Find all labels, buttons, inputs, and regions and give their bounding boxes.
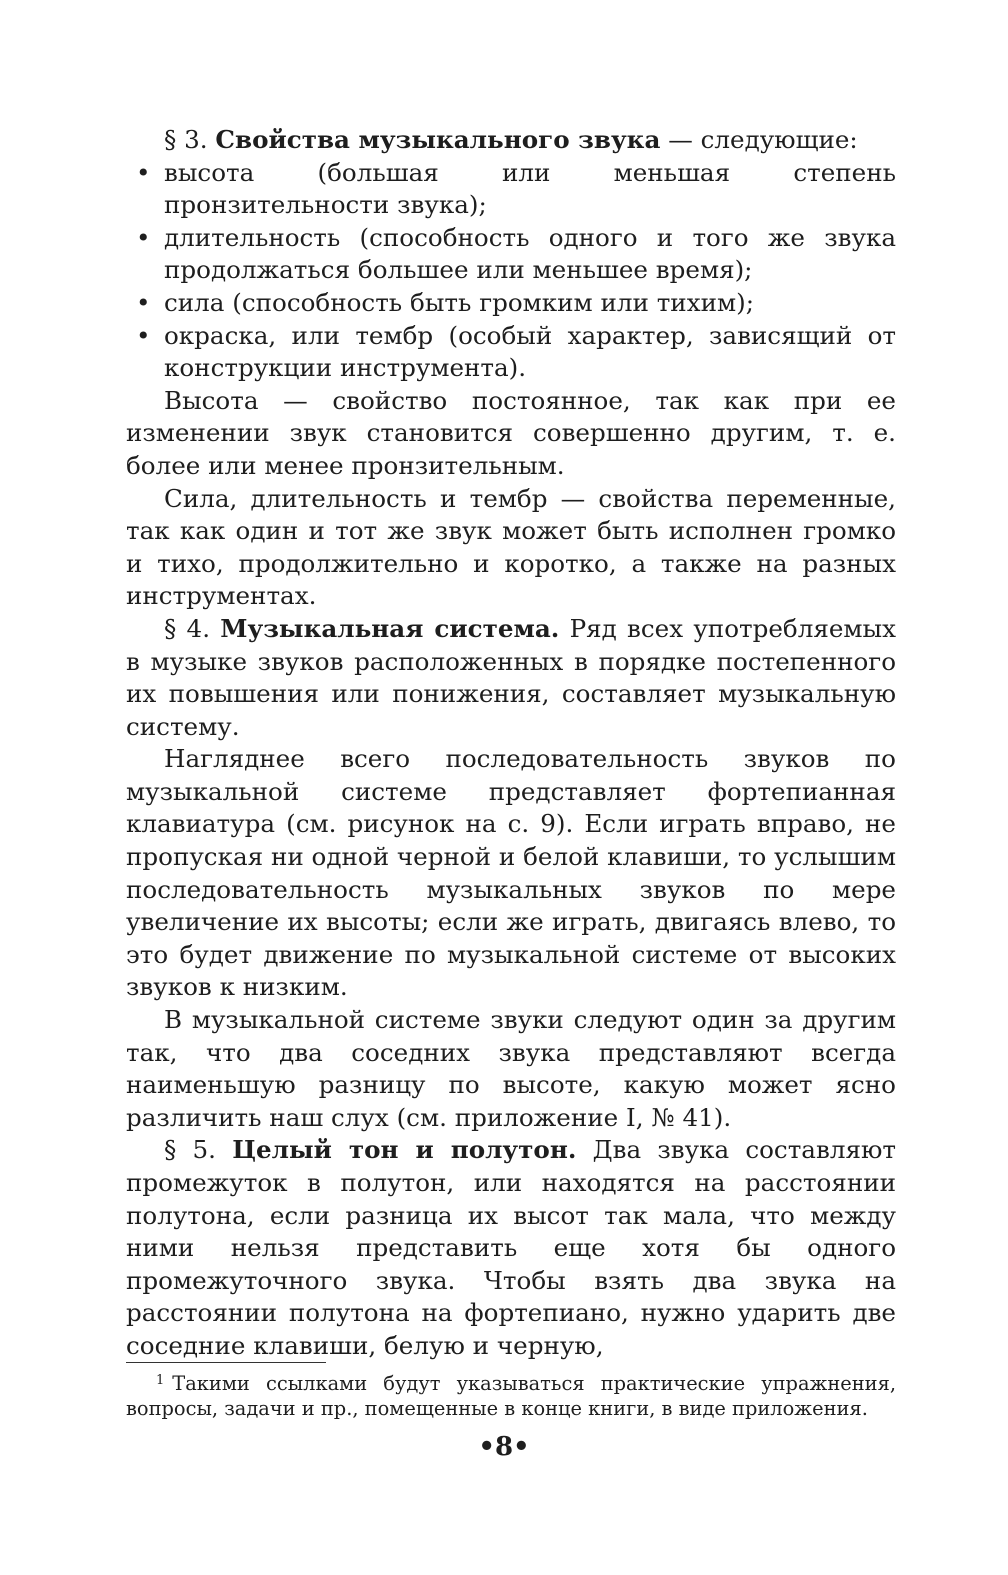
section-5-title: Целый тон и полутон. xyxy=(232,1135,577,1165)
section-3-heading-paragraph xyxy=(126,124,896,157)
footnote-text: Такими ссылками будут указываться практические упражнения, вопросы, задачи и пр., помещенные в конце книги, в виде приложения. xyxy=(126,1372,896,1420)
section-4-number: § 4. xyxy=(164,613,211,643)
paragraph-adjacent-sounds: В музыкальной системе звуки следуют один за другим так, что два соседних звука представляют всегда наименьшую разницу по высоте, какую может ясно различить наш слух (см. приложение I, № 41). xyxy=(126,1005,896,1132)
list-item-text: длительность (способность одного и того же звука продолжаться большее или меньшее время); xyxy=(164,222,896,285)
section-3-number: § 3. xyxy=(164,125,208,154)
sound-properties-list xyxy=(126,157,896,385)
list-item-text: высота (большая или меньшая степень пронзительности звука); xyxy=(164,157,896,220)
paragraph-keyboard: Нагляднее всего последовательность звуков по музыкальной системе представляет фортепианная клавиатура (см. рисунок на с. 9). Если играть вправо, не пропуская ни одной черной и белой клавиши, то услышим последовательность музыкальных звуков по мере увеличение их высоты; если же играть, двигаясь влево, то это будет движение по музыкальной системе от высоких звуков к низким. xyxy=(126,744,896,1002)
bullet-icon: • xyxy=(136,287,151,317)
page-number: •8• xyxy=(478,1432,530,1462)
paragraph-variable-properties: Сила, длительность и тембр — свойства переменные, так как один и тот же звук может быть исполнен громко и тихо, продолжительно и коротко, а также на разных инструментах. xyxy=(126,483,896,611)
section-5-number: § 5. xyxy=(164,1135,216,1165)
footnote-divider xyxy=(126,1362,326,1363)
section-4-heading-paragraph xyxy=(126,613,896,743)
section-5-text: Два звука составляют промежуток в полутон, или находятся на расстоянии полутона, если разница их высот так мала, что между ними нельзя представить еще хотя бы одного промежуточного звука. Чтобы взять два звука на расстоянии полутона на фортепиано, нужно ударить две соседние клавиши, белую и черную, xyxy=(126,1135,896,1360)
bullet-icon: • xyxy=(136,320,151,350)
list-item-text: сила (способность быть громким или тихим); xyxy=(164,287,754,317)
list-item xyxy=(126,320,896,385)
list-item xyxy=(126,157,896,222)
list-item-text: окраска, или тембр (особый характер, зависящий от конструкции инструмента). xyxy=(164,320,896,383)
section-3-title: Свойства музыкального звука xyxy=(215,125,661,154)
paragraph-pitch: Высота — свойство постоянное, так как при ее изменении звук становится совершенно другим, т. е. более или менее пронзительным. xyxy=(126,385,896,480)
list-item xyxy=(126,222,896,287)
section-3-intro: — следующие: xyxy=(660,125,858,154)
footnote-marker: 1 xyxy=(156,1373,165,1388)
section-4-text: Ряд всех употребляемых в музыке звуков расположенных в порядке постепенного их повышения или понижения, составляет музыкальную систему. xyxy=(126,613,896,741)
bullet-icon: • xyxy=(136,157,151,187)
page-body xyxy=(126,124,896,1363)
section-4-title: Музыкальная система. xyxy=(220,613,560,643)
section-5-heading-paragraph xyxy=(126,1134,896,1362)
list-item xyxy=(126,287,896,320)
bullet-icon: • xyxy=(136,222,151,252)
footnote xyxy=(126,1368,896,1421)
